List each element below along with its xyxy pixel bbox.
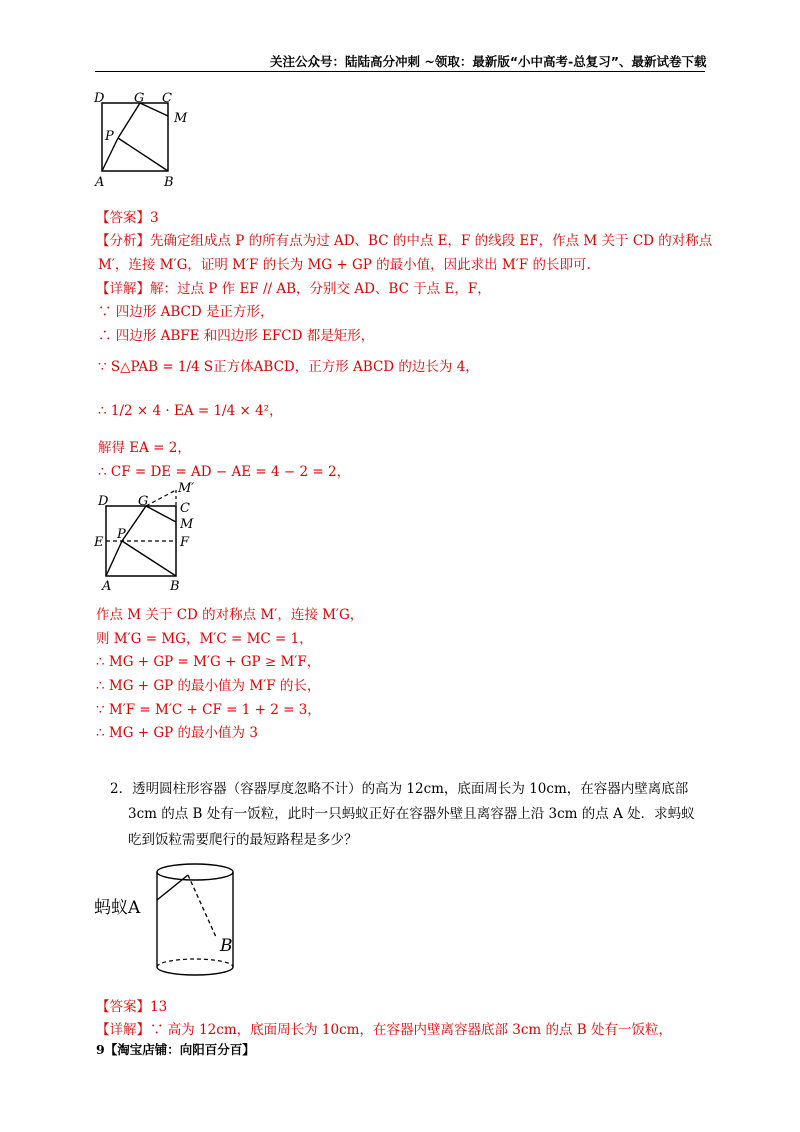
label-B: B bbox=[164, 175, 174, 190]
detail-2-line: 【详解】∵ 高为 12cm，底面周长为 10cm，在容器内壁离容器底部 3cm 的点 B 处有一饭粒， bbox=[96, 1022, 672, 1038]
problem-2-line1: 2．透明圆柱形容器（容器厚度忽略不计）的高为 12cm，底面周长为 10cm，在容器内壁离底部 bbox=[110, 781, 689, 797]
detail-1b-line0: 作点 M 关于 CD 的对称点 M′，连接 M′G， bbox=[96, 607, 364, 623]
label-D: D bbox=[94, 91, 105, 106]
detail-1b-line5: ∴ MG + GP 的最小值为 3 bbox=[96, 725, 258, 741]
label-M: M bbox=[180, 517, 194, 532]
detail-1-line3: ∵ S△PAB = 1/4 S正方体ABCD，正方形 ABCD 的边长为 4， bbox=[98, 359, 479, 375]
label-A: A bbox=[95, 175, 105, 190]
label-G: G bbox=[138, 494, 149, 509]
detail-1b-line3: ∴ MG + GP 的最小值为 M′F 的长， bbox=[96, 678, 321, 694]
label-M-prime: M′ bbox=[178, 481, 195, 496]
answer-1: 【答案】3 bbox=[96, 210, 159, 226]
detail-1-line0: 【详解】解：过点 P 作 EF // AB，分别交 AD、BC 于点 E，F， bbox=[96, 281, 491, 297]
detail-1b-line1: 则 M′G = MG，M′C = MC = 1， bbox=[96, 631, 313, 647]
analysis-1-line1: 【分析】先确定组成点 P 的所有点为过 AD、BC 的中点 E，F 的线段 EF，作点 M 关于 CD 的对称点 bbox=[96, 233, 713, 249]
label-C: C bbox=[180, 501, 190, 516]
problem-2-line2: 3cm 的点 B 处有一饭粒，此时一只蚂蚁正好在容器外壁且离容器上沿 3cm 的点 A 处．求蚂蚁 bbox=[128, 806, 695, 822]
label-G: G bbox=[134, 91, 145, 106]
label-E: E bbox=[94, 535, 104, 550]
header-rule bbox=[95, 71, 705, 72]
label-F: F bbox=[180, 535, 190, 550]
page-footer: 9【淘宝店铺：向阳百分百】 bbox=[96, 1042, 255, 1057]
square-figure-2 bbox=[90, 478, 220, 596]
detail-1-line6: ∴ CF = DE = AD − AE = 4 − 2 = 2， bbox=[98, 464, 351, 480]
page-header: 关注公众号：陆陆高分冲刺 ~领取：最新版“小中高考-总复习”、最新试卷下载 bbox=[270, 54, 707, 69]
cylinder-figure bbox=[90, 855, 250, 985]
label-C: C bbox=[162, 91, 172, 106]
detail-1b-line4: ∵ M′F = M′C + CF = 1 + 2 = 3， bbox=[96, 702, 321, 718]
analysis-1-line2: M′，连接 M′G，证明 M′F 的长为 MG + GP 的最小值，因此求出 M′F 的长即可. bbox=[98, 257, 591, 273]
detail-1-line1: ∵ 四边形 ABCD 是正方形， bbox=[98, 304, 274, 320]
label-B: B bbox=[170, 579, 180, 594]
label-B: B bbox=[220, 936, 233, 956]
detail-1-line2: ∴ 四边形 ABFE 和四边形 EFCD 都是矩形， bbox=[98, 328, 375, 344]
ant-label: 蚂蚁A bbox=[94, 898, 141, 918]
label-A: A bbox=[102, 579, 112, 594]
label-P: P bbox=[105, 129, 114, 144]
detail-1-line5: 解得 EA = 2， bbox=[98, 440, 191, 456]
problem-2-line3: 吃到饭粒需要爬行的最短路程是多少？ bbox=[128, 832, 358, 848]
detail-1b-line2: ∴ MG + GP = M′G + GP ≥ M′F， bbox=[96, 654, 321, 670]
label-D: D bbox=[98, 494, 109, 509]
answer-2: 【答案】13 bbox=[96, 999, 168, 1015]
detail-1-line4: ∴ 1/2 × 4 · EA = 1/4 × 4²， bbox=[98, 403, 283, 419]
square-figure-1 bbox=[90, 86, 220, 194]
label-M: M bbox=[174, 111, 188, 126]
label-P: P bbox=[117, 527, 126, 542]
